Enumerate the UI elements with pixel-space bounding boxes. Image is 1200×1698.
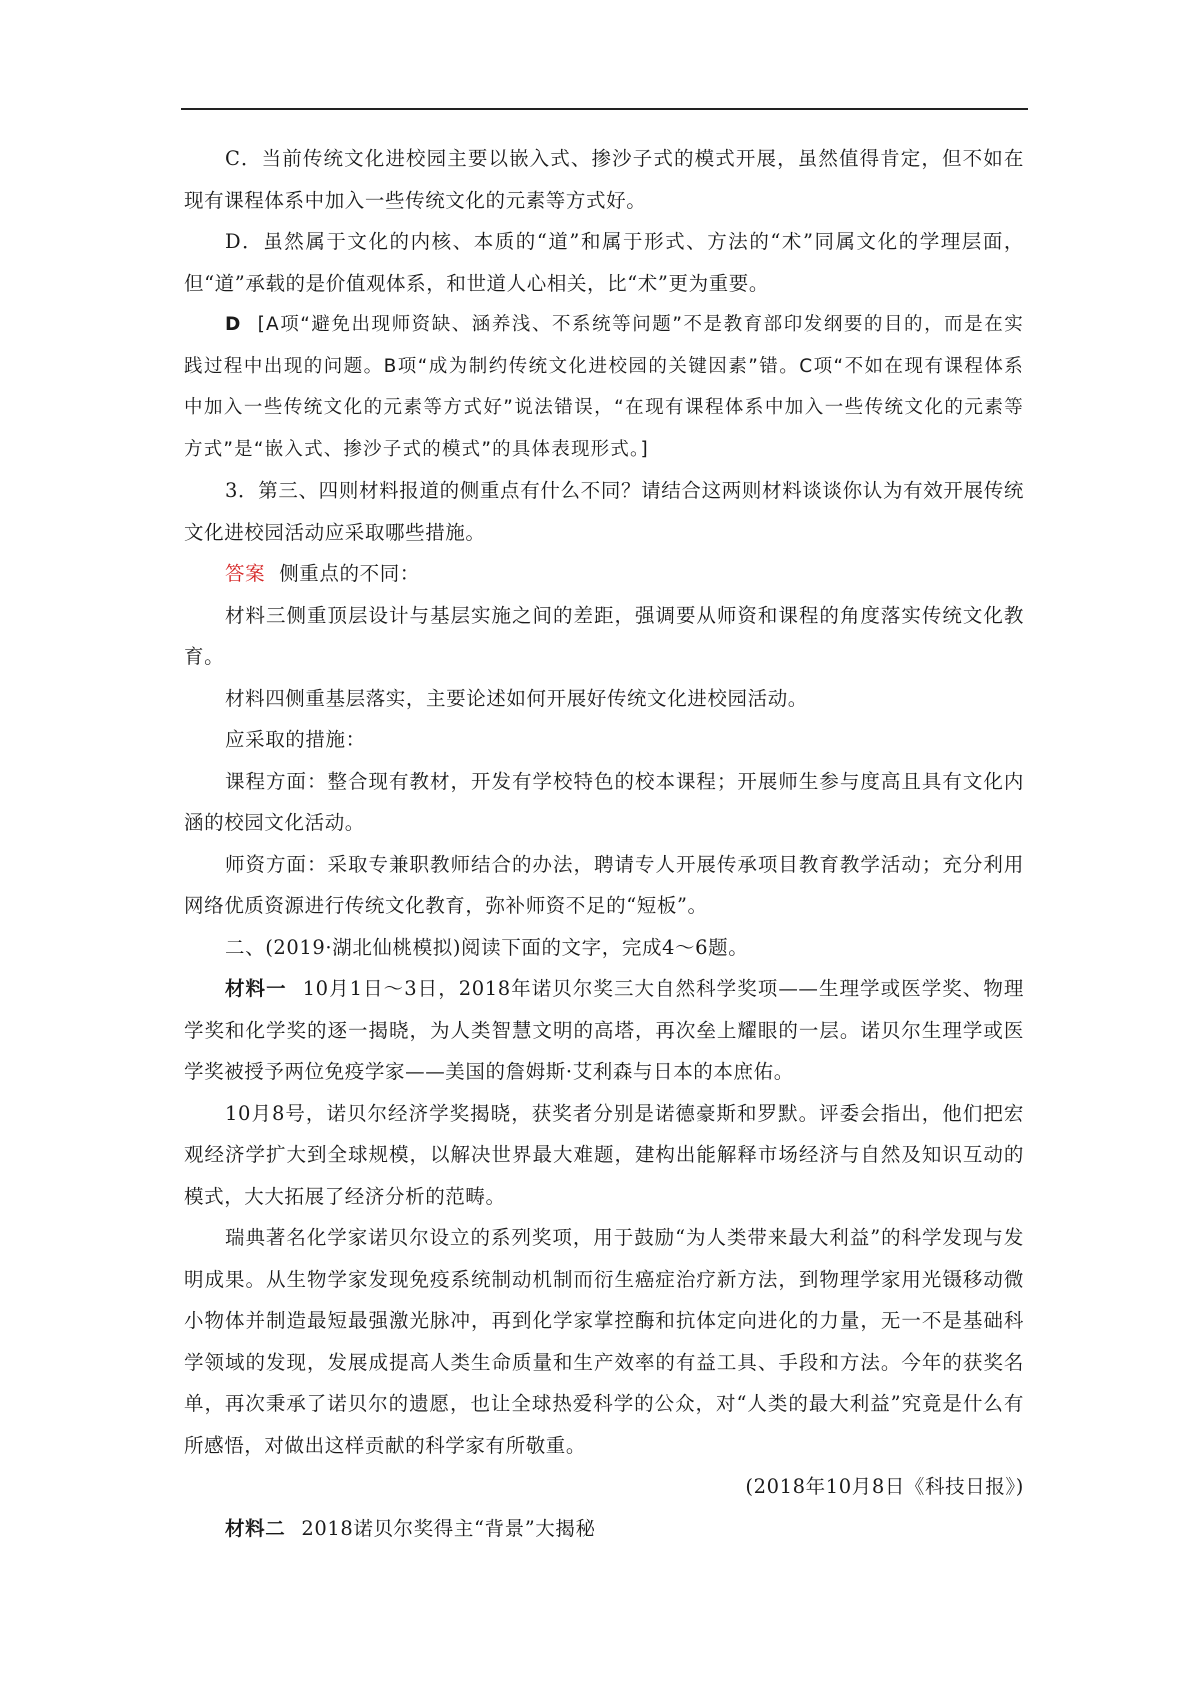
answer-intro-text: 侧重点的不同： xyxy=(279,562,420,585)
q3-point-1: 材料三侧重顶层设计与基层实施之间的差距，强调要从师资和课程的角度落实传统文化教育。 xyxy=(184,603,1024,668)
header-rule xyxy=(181,108,1028,110)
material-1-p1-text: 10月1日～3日，2018年诺贝尔奖三大自然科学奖项——生理学或医学奖、物理学奖和化学奖的逐一揭晓，为人类智慧文明的高塔，再次垒上耀眼的一层。诺贝尔生理学或医学奖被授予两位免疫学家——美国的詹姆斯·艾利森与日本的本庶佑。 xyxy=(184,977,1024,1083)
answer-letter: D xyxy=(225,314,242,335)
document-body xyxy=(184,138,1024,1549)
material-2-title: 2018诺贝尔奖得主“背景”大揭秘 xyxy=(301,1516,596,1540)
question-3: 3．第三、四则材料报道的侧重点有什么不同？请结合这两则材料谈谈你认为有效开展传统文化进校园活动应采取哪些措施。 xyxy=(184,479,1024,544)
material-1-source: (2018年10月8日《科技日报》) xyxy=(745,1475,1024,1498)
q3-measure-1: 课程方面：整合现有教材，开发有学校特色的校本课程；开展师生参与度高且具有文化内涵的校园文化活动。 xyxy=(184,769,1024,834)
option-d: D．虽然属于文化的内核、本质的“道”和属于形式、方法的“术”同属文化的学理层面，但“道”承载的是价值观体系，和世道人心相关，比“术”更为重要。 xyxy=(184,230,1024,295)
material-1-p1 xyxy=(184,968,1024,1093)
material-2-label: 材料二 xyxy=(225,1516,286,1540)
q3-answer-intro xyxy=(184,553,1024,595)
material-1-p2: 10月8号，诺贝尔经济学奖揭晓，获奖者分别是诺德豪斯和罗默。评委会指出，他们把宏观经济学扩大到全球规模，以解决世界最大难题，建构出能解释市场经济与自然及知识互动的模式，大大拓展了经济分析的范畴。 xyxy=(184,1101,1024,1208)
q3-point-2: 材料四侧重基层落实，主要论述如何开展好传统文化进校园活动。 xyxy=(225,686,808,710)
q2-answer xyxy=(184,304,1024,470)
answer-explanation: [A项“避免出现师资缺、涵养浅、不系统等问题”不是教育部印发纲要的目的，而是在实践过程中出现的问题。B项“成为制约传统文化进校园的关键因素”错。C项“不如在现有课程体系中加入一些传统文化的元素等方式好”说法错误，“在现有课程体系中加入一些传统文化的元素等方式”是“嵌入式、掺沙子式的模式”的具体表现形式。] xyxy=(184,314,1024,460)
material-2-heading xyxy=(184,1508,1024,1550)
material-1-label: 材料一 xyxy=(225,977,287,1000)
answer-label: 答案 xyxy=(225,562,266,585)
q3-measure-2: 师资方面：采取专兼职教师结合的办法，聘请专人开展传承项目教育教学活动；充分利用网络优质资源进行传统文化教育，弥补师资不足的“短板”。 xyxy=(184,852,1024,917)
option-c: C．当前传统文化进校园主要以嵌入式、掺沙子式的模式开展，虽然值得肯定，但不如在现有课程体系中加入一些传统文化的元素等方式好。 xyxy=(184,147,1024,212)
section-2-heading: 二、(2019·湖北仙桃模拟)阅读下面的文字，完成4～6题。 xyxy=(225,935,749,959)
material-1-p3: 瑞典著名化学家诺贝尔设立的系列奖项，用于鼓励“为人类带来最大利益”的科学发现与发明成果。从生物学家发现免疫系统制动机制而衍生癌症治疗新方法，到物理学家用光镊移动微小物体并制造最短最强激光脉冲，再到化学家掌控酶和抗体定向进化的力量，无一不是基础科学领域的发现，发展成提高人类生命质量和生产效率的有益工具、手段和方法。今年的获奖名单，再次秉承了诺贝尔的遗愿，也让全球热爱科学的公众，对“人类的最大利益”究竟是什么有所感悟，对做出这样贡献的科学家有所敬重。 xyxy=(184,1226,1024,1457)
q3-measures-title: 应采取的措施： xyxy=(225,728,366,751)
